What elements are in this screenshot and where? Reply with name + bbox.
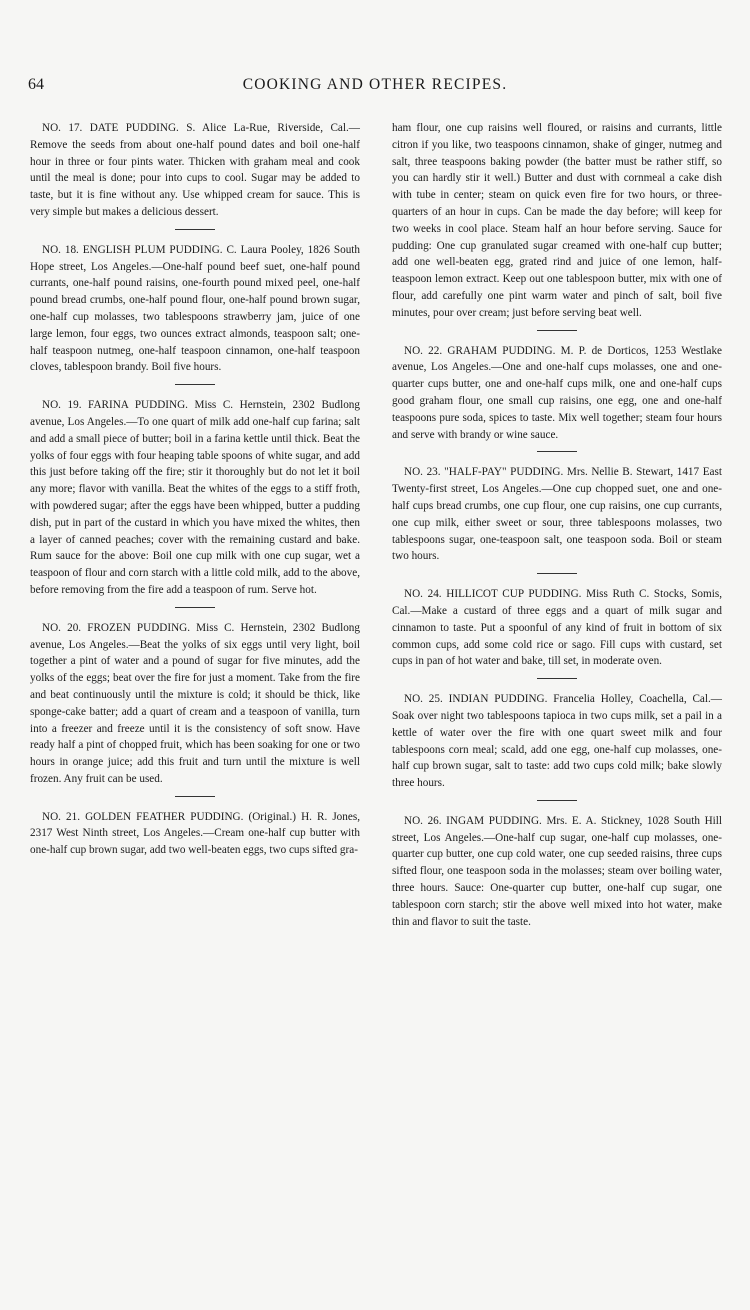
divider	[175, 229, 215, 230]
recipe-22: NO. 22. GRAHAM PUDDING. M. P. de Dorticos, 1253 Westlake avenue, Los Angeles.—One and one-half cups molasses, one and one-quarter cups butter, one and one-half cups milk, one and one-half cups good graham flour, one small cup raisins, one egg, one and one-half teaspoons pure soda, spices to taste. Mix well together; steam four hours and serve with brandy or wine sauce.	[392, 344, 722, 441]
divider	[537, 330, 577, 331]
recipe-26: NO. 26. INGAM PUDDING. Mrs. E. A. Stickney, 1028 South Hill street, Los Angeles.—One-half cup sugar, one-half cup molasses, one-quarter cup butter, one cup cold water, one cup seeded raisins, three cups sifted flour, one teaspoon soda in the molasses; steam over boiling water, three hours. Sauce: One-quarter cup butter, one-half cup sugar, one tablespoon corn starch; stir the above well mixed into hot water, make thin and flavor to suit the taste.	[392, 814, 722, 928]
recipe-23: NO. 23. "HALF-PAY" PUDDING. Mrs. Nellie B. Stewart, 1417 East Twenty-first street, Los Angeles.—One cup chopped suet, one and one-half cups bread crumbs, one cup flour, one cup raisins, one cup currants, one cup milk, either sweet or sour, three tablespoons molasses, two tablespoons sugar, one-teaspoon salt, one teaspoon soda. Boil or steam two hours.	[392, 466, 722, 563]
recipe-25: NO. 25. INDIAN PUDDING. Francelia Holley, Coachella, Cal.—Soak over night two tablespoons tapioca in two cups milk, set a pail in a kettle of water over the fire with one quart sweet milk and four tablespoons corn meal; scald, add one egg, one-half cup molasses, one-half cup brown sugar, salt to taste: add two cups cold milk; bake slowly three hours.	[392, 693, 722, 790]
recipe-24: NO. 24. HILLICOT CUP PUDDING. Miss Ruth C. Stocks, Somis, Cal.—Make a custard of three eggs and a quart of milk sugar and cinnamon to taste. Put a spoonful of any kind of fruit in bottom of six common cups, add some cold rice or sago. Fill cups with custard, set cups in pan of hot water and bake, till set, in moderate oven.	[392, 588, 722, 668]
divider	[175, 384, 215, 385]
right-column	[392, 120, 722, 950]
page-number: 64	[28, 76, 44, 93]
recipe-20: NO. 20. FROZEN PUDDING. Miss C. Hernstein, 2302 Budlong avenue, Los Angeles.—Beat the yolks of six eggs until very light, boil together a pint of water and a pound of sugar for five minutes, add the yolks of the eggs; beat over the fire for just a moment. Take from the fire and beat continuously until the mixture is cold; it should be thick, like sponge-cake batter; add a quart of cream and a teaspoon of vanilla, turn into a freezer and freeze until it is the consistency of soft snow. Have ready half a pint of chopped fruit, which has been soaking for one or two hours in orange juice; add this fruit and turn until the mixture is well frozen. Any fruit can be used.	[30, 621, 360, 785]
recipe-21-continued: ham flour, one cup raisins well floured, or raisins and currants, little citron if you like, two teaspoons cinnamon, shake of ginger, nutmeg and salt, three teaspoons baking powder (the batter must be rather stiff, so you can hardly stir it well.) Butter and dust with cornmeal a cake dish with tube in center; steam on quick even fire for two hours, or three-quarters of an hour in cups. Can be made the day before; will keep for two weeks in cool place. Steam half an hour before serving. Sauce for pudding: One cup granulated sugar creamed with one-half cup butter; add one well-beaten egg, grated rind and juice of one lemon, half-teaspoon lemon extract. Keep out one tablespoon butter, mix with one of flour, add carefully one pint warm water and pinch of salt, boil five minutes, pour over cream; just before serving beat well.	[392, 122, 722, 319]
divider	[537, 573, 577, 574]
divider	[537, 800, 577, 801]
left-column	[30, 120, 360, 879]
divider	[537, 451, 577, 452]
recipe-18: NO. 18. ENGLISH PLUM PUDDING. C. Laura Pooley, 1826 South Hope street, Los Angeles.—One-half pound beef suet, one-half pound currants, one-half pound raisins, one-fourth pound mixed peel, one-half pound bread crumbs, one-half pound flour, one-half pound brown sugar, one-half cup molasses, two tablespoons strawberry jam, juice of one large lemon, four eggs, two ounces extract almonds, teaspoon salt; one-half teaspoon nutmeg, one-half teaspoon cinnamon, one-half teaspoon cloves, tablespoon brandy. Boil five hours.	[30, 243, 360, 374]
recipe-21-start: NO. 21. GOLDEN FEATHER PUDDING. (Original.) H. R. Jones, 2317 West Ninth street, Los Angeles.—Cream one-half cup butter with one-half cup brown sugar, add two well-beaten eggs, two cups sifted gra-	[30, 810, 360, 857]
divider	[537, 678, 577, 679]
running-title: COOKING AND OTHER RECIPES.	[242, 76, 508, 93]
recipe-19: NO. 19. FARINA PUDDING. Miss C. Hernstein, 2302 Budlong avenue, Los Angeles.—To one quart of milk add one-half cup farina; salt and add a small piece of butter; boil in a farina kettle until thick. Beat the yolks of four eggs with four heaping table spoons of white sugar, and add this just before taking off the fire; stir it thoroughly but do not let it boil any more; flavor with vanilla. Beat the whites of the eggs to a stiff froth, with powdered sugar; after the eggs have been whipped, butter a pudding dish, put in part of the custard in which you have mixed the whites, then a layer of canned peaches; cover with the remaining custard and bake. Rum sauce for the above: Boil one cup milk with one cup sugar, wet a teaspoon of flour and corn starch with a little cold milk, add to the above, before removing from the fire add a teaspoon of rum. Serve hot.	[30, 399, 360, 596]
recipe-17: NO. 17. DATE PUDDING. S. Alice La-Rue, Riverside, Cal.—Remove the seeds from about one-half pound dates and boil one-half hour in three or four pints water. Thicken with graham meal and cook until the meal is done; pour into cups to cool. Sugar may be added to taste, but it is fine without any. Use whipped cream for sauce. This is very simple but makes a delicious dessert.	[30, 122, 360, 218]
page-header	[0, 76, 750, 100]
divider	[175, 607, 215, 608]
divider	[175, 796, 215, 797]
